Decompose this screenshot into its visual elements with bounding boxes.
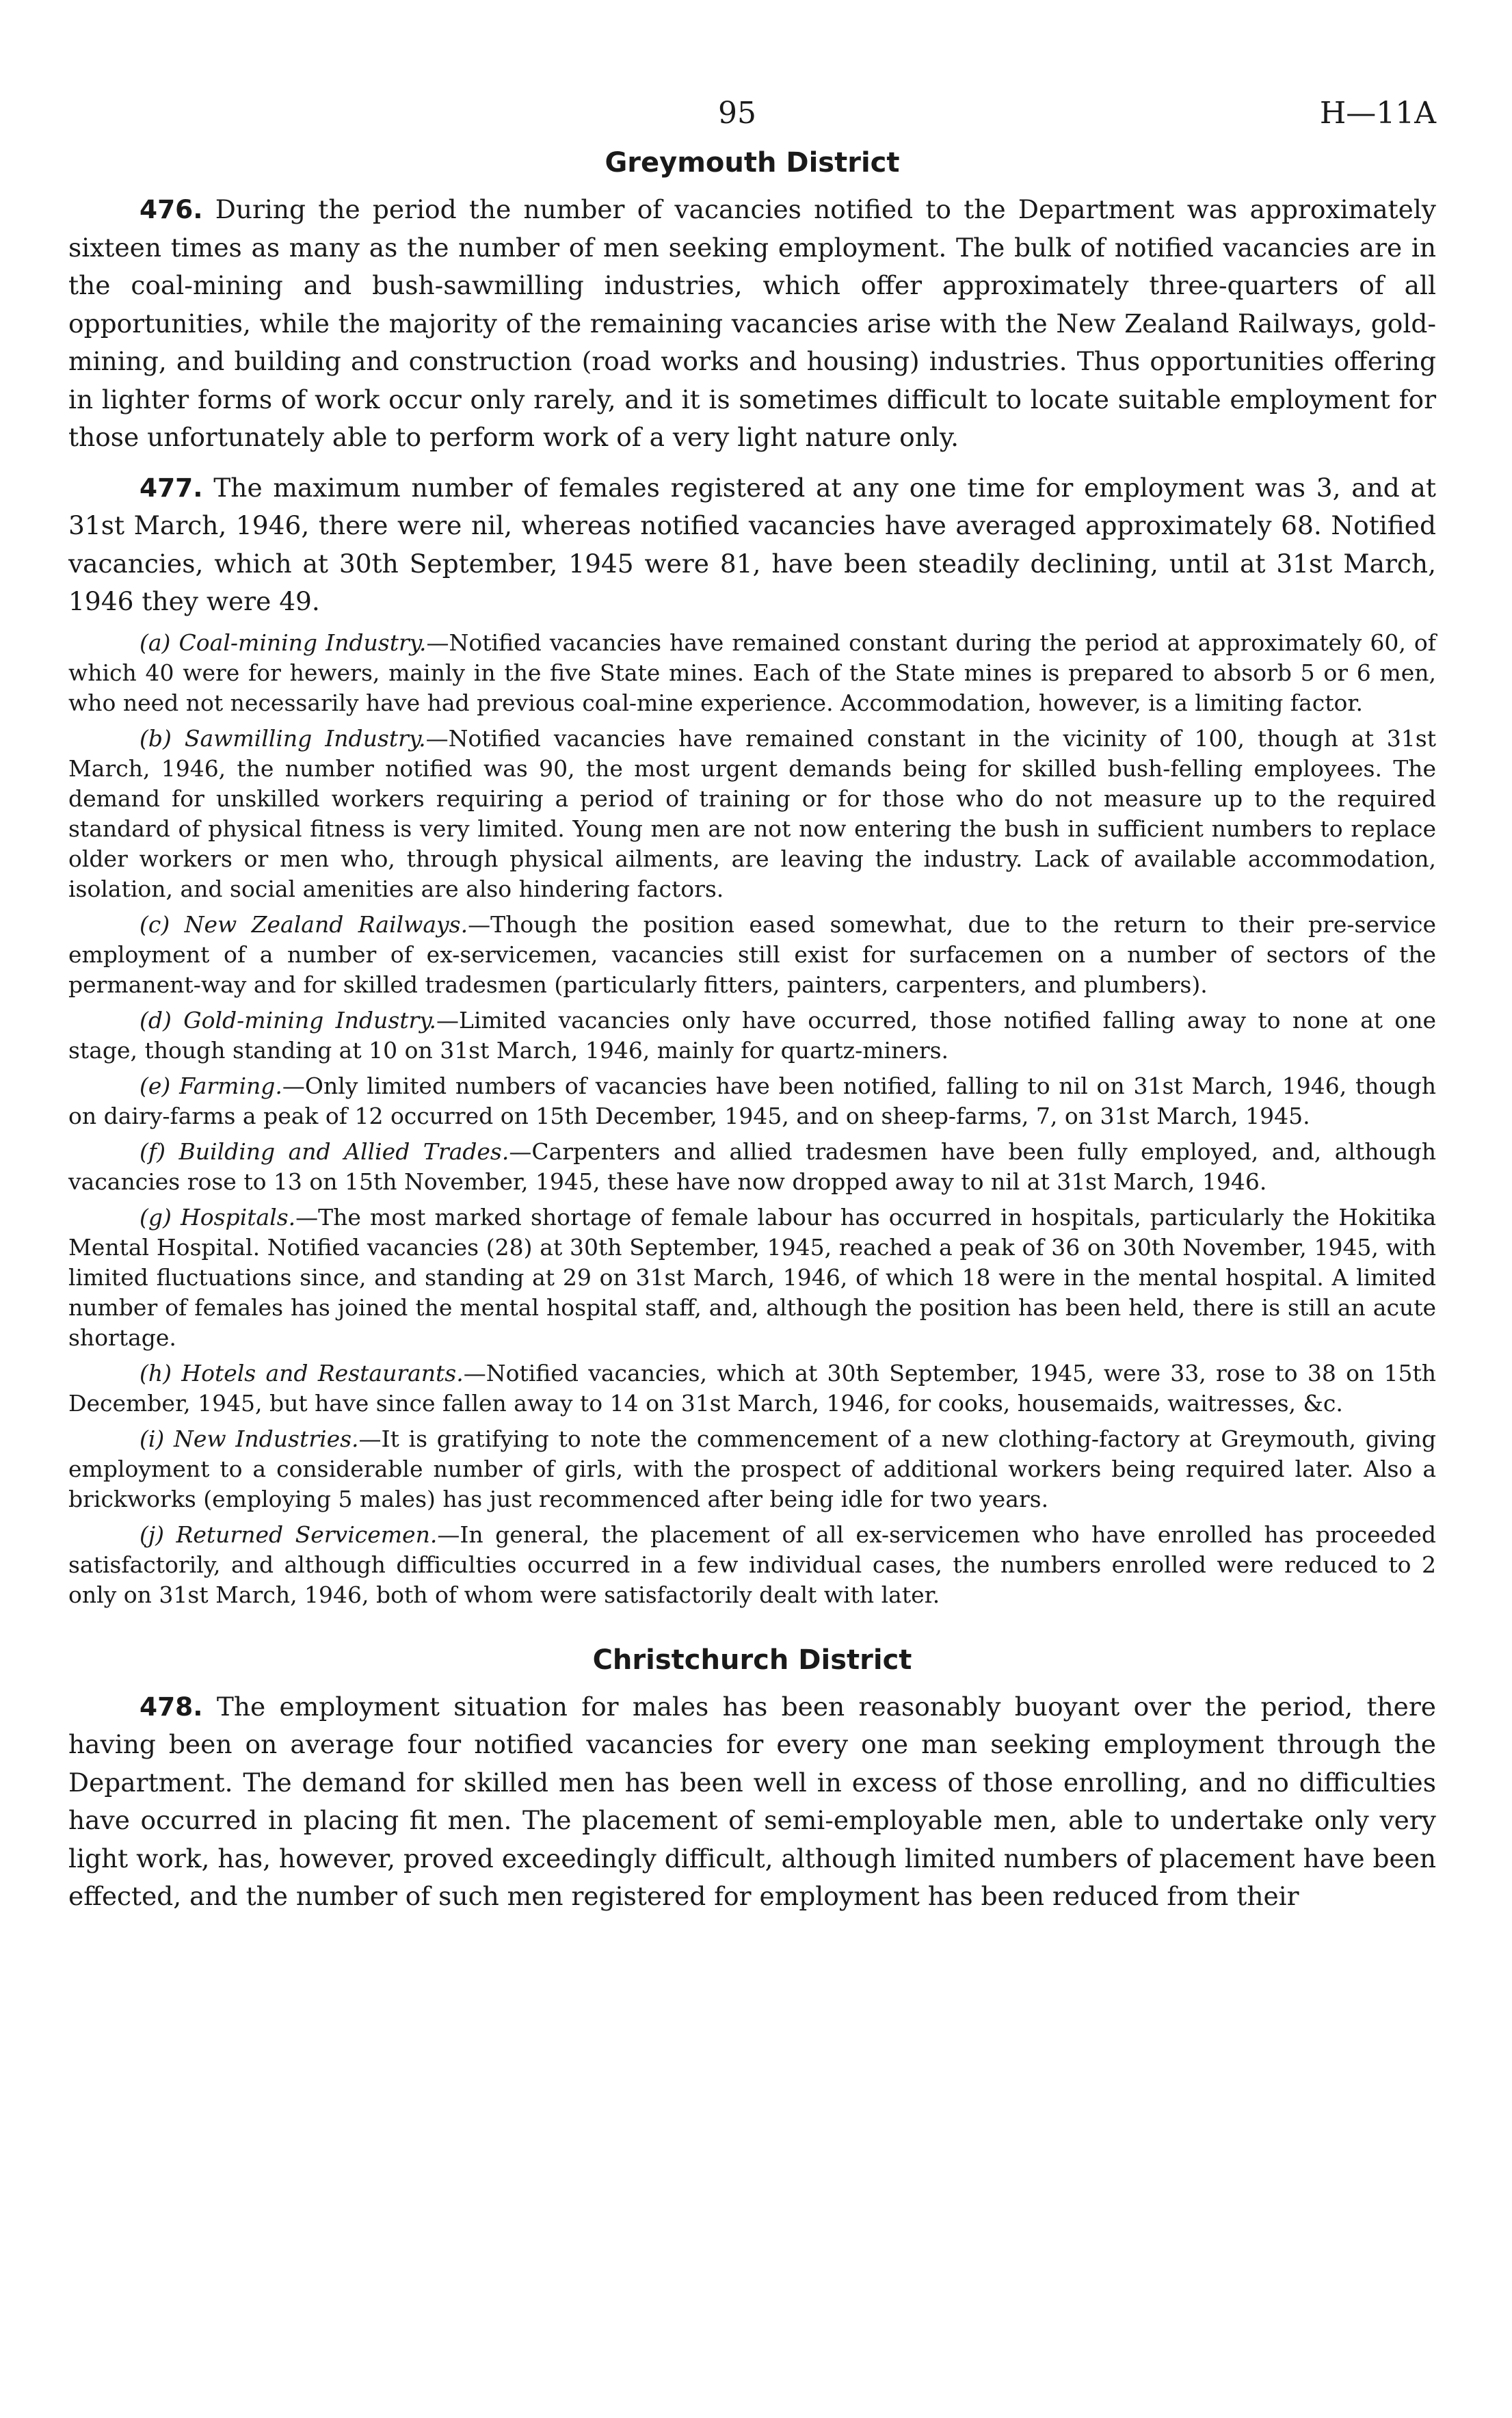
subsection-label: (c): [140, 910, 170, 938]
subsection-building-trades: [68, 1137, 1436, 1197]
subsection-sawmilling: [68, 724, 1436, 904]
subsection-title: Hospitals.: [180, 1203, 296, 1231]
paragraph-number: 477.: [140, 472, 203, 503]
subsection-text: —In general, the placement of all ex-servicemen who have enrolled has proceeded satisfactorily, and although difficulties occurred in a few individual cases, the numbers enrolled were reduced to 2 only on 31st March, 1946, both of whom were satisfactorily dealt with later.: [68, 1521, 1436, 1608]
subsection-text: —Carpenters and allied tradesmen have been fully employed, and, although vacancies rose to 13 on 15th November, 1945, these have now dropped away to nil at 31st March, 1946.: [68, 1138, 1436, 1195]
greymouth-district-heading: Greymouth District: [605, 147, 900, 179]
page-header: [68, 89, 1436, 144]
subsection-text: —Only limited numbers of vacancies have been notified, falling to nil on 31st March, 1946, though on dairy-farms a peak of 12 occurred on 15th December, 1945, and on sheep-farms, 7, on 31st March, 1945.: [68, 1072, 1436, 1129]
subsection-title: Sawmilling Industry.: [184, 724, 426, 752]
subsection-coal-mining: [68, 628, 1436, 718]
subsection-label: (f): [140, 1138, 165, 1165]
subsection-hospitals: [68, 1203, 1436, 1353]
paragraph-476: [68, 191, 1436, 457]
paragraph-478: [68, 1688, 1436, 1916]
subsection-title: Farming.: [179, 1072, 282, 1099]
document-page: [68, 89, 1436, 1916]
subsection-text: —It is gratifying to note the commencement of a new clothing-factory at Greymouth, giving employment to a considerable number of girls, with the prospect of additional workers being required later. Also a brickworks (employing 5 males) has just recommenced after being idle for two years.: [68, 1425, 1436, 1512]
subsection-title: Returned Servicemen.: [176, 1521, 438, 1548]
subsection-text: —Notified vacancies have remained constant during the period at approximately 60, of which 40 were for hewers, mainly in the five State mines. Each of the State mines is prepared to absorb 5 or 6 men, who need not necessarily have had previous coal-mine experience. Accommodation, however, is a limiting factor.: [68, 629, 1436, 716]
subsection-label: (g): [140, 1203, 172, 1231]
subsection-title: Gold-mining Industry.: [183, 1006, 437, 1034]
document-reference: H—11A: [1319, 96, 1436, 131]
subsection-label: (h): [140, 1359, 172, 1387]
subsection-text: —Though the position eased somewhat, due to the return to their pre-service employment of a number of ex-servicemen, vacancies still exist for surfacemen on a number of sectors of the permanent-way and for skilled tradesmen (particularly fitters, painters, carpenters, and plumbers).: [68, 910, 1436, 998]
subsection-hotels-restaurants: [68, 1358, 1436, 1419]
subsection-label: (e): [140, 1072, 171, 1099]
paragraph-477: [68, 469, 1436, 621]
subsection-label: (d): [140, 1006, 172, 1034]
subsection-text: —Notified vacancies, which at 30th September, 1945, were 33, rose to 38 on 15th December, 1945, but have since fallen away to 14 on 31st March, 1946, for cooks, housemaids, waitresses, &c.: [68, 1359, 1436, 1417]
subsection-label: (i): [140, 1425, 165, 1452]
subsection-new-industries: [68, 1424, 1436, 1514]
subsection-title: Building and Allied Trades.: [178, 1138, 509, 1165]
subsection-label: (j): [140, 1521, 164, 1548]
subsection-farming: [68, 1071, 1436, 1131]
subsection-text: —Notified vacancies have remained constant in the vicinity of 100, though at 31st March, 1946, the number notified was 90, the most urgent demands being for skilled bush-felling employees. The demand for unskilled workers requiring a period of training or for those who do not measure up to the required standard of physical fitness is very limited. Young men are not now entering the bush in sufficient numbers to replace older workers or men who, through physical ailments, are leaving the industry. Lack of available accommodation, isolation, and social amenities are also hindering factors.: [68, 724, 1436, 902]
subsection-text: —Limited vacancies only have occurred, those notified falling away to none at one stage, though standing at 10 on 31st March, 1946, mainly for quartz-miners.: [68, 1006, 1437, 1064]
subsection-title: New Zealand Railways.: [184, 910, 468, 938]
subsection-text: —The most marked shortage of female labour has occurred in hospitals, particularly the Hokitika Mental Hospital. Notified vacancies (28) at 30th September, 1945, reached a peak of 36 on 30th November, 1945, with limited fluctuations since, and standing at 29 on 31st March, 1946, of which 18 were in the mental hospital. A limited number of females has joined the mental hospital staff, and, although the position has been held, there is still an acute shortage.: [68, 1203, 1436, 1351]
paragraph-number: 476.: [140, 194, 203, 224]
subsection-title: New Industries.: [174, 1425, 359, 1452]
subsection-label: (a): [140, 629, 171, 656]
paragraph-number: 478.: [140, 1691, 203, 1722]
page-number: 95: [718, 96, 756, 131]
paragraph-text: The maximum number of females registered at any one time for employment was 3, and at 31st March, 1946, there were nil, whereas notified vacancies have averaged approximately 68. Notified vacancies, which at 30th September, 1945 were 81, have been steadily declining, until at 31st March, 1946 they were 49.: [68, 472, 1436, 616]
subsection-gold-mining: [68, 1006, 1436, 1066]
christchurch-district-heading: Christchurch District: [592, 1644, 912, 1676]
paragraph-text: During the period the number of vacancies notified to the Department was approximately sixteen times as many as the number of men seeking employment. The bulk of notified vacancies are in the coal-mining and bush-sawmilling industries, which offer approximately three-quarters of all opportunities, while the majority of the remaining vacancies arise with the New Zealand Railways, gold-mining, and building and construction (road works and housing) industries. Thus opportunities offering in lighter forms of work occur only rarely, and it is sometimes difficult to locate suitable employment for those unfortunately able to perform work of a very light nature only.: [68, 194, 1436, 452]
subsection-title: Coal-mining Industry.: [178, 629, 427, 656]
subsection-label: (b): [140, 724, 172, 752]
subsection-railways: [68, 910, 1436, 1000]
subsection-returned-servicemen: [68, 1520, 1436, 1610]
subsection-title: Hotels and Restaurants.: [181, 1359, 464, 1387]
paragraph-text: The employment situation for males has been reasonably buoyant over the period, there having been on average four notified vacancies for every one man seeking employment through the Department. The demand for skilled men has been well in excess of those enrolling, and no difficulties have occurred in placing fit men. The placement of semi-employable men, able to undertake only very light work, has, however, proved exceedingly difficult, although limited numbers of placement have been effected, and the number of such men registered for employment has been reduced from their: [68, 1691, 1436, 1911]
